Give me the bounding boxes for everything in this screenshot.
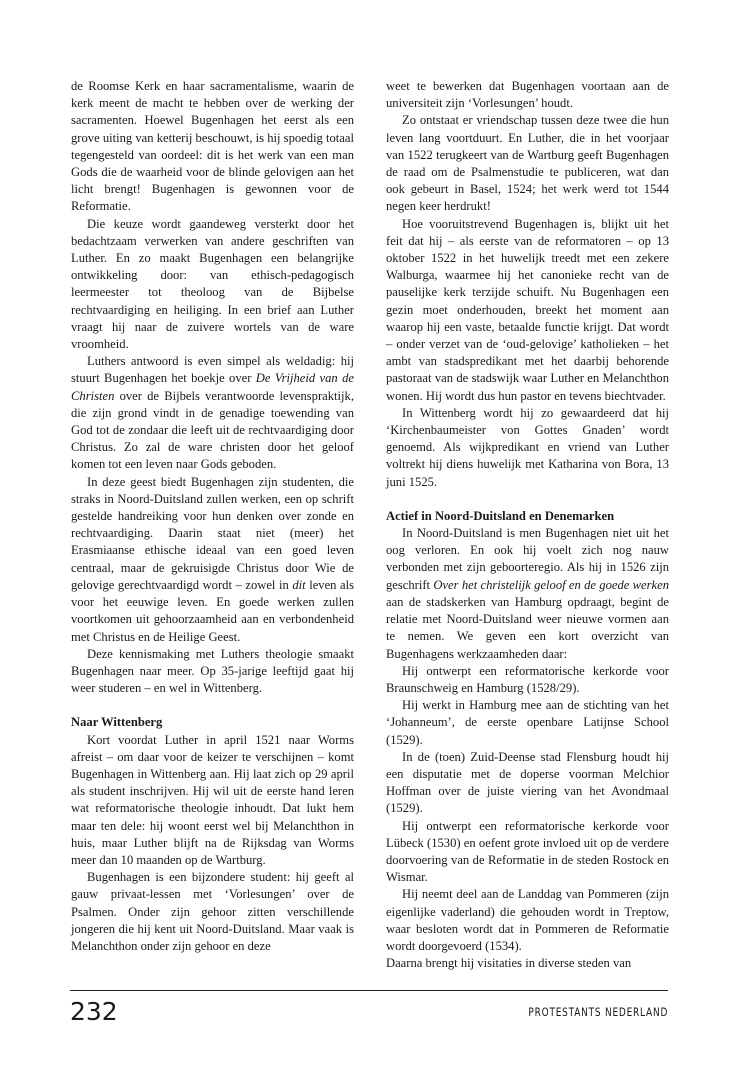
paragraph: Hij ontwerpt een reformatorische kerkorde voor Lübeck (1530) en oefent grote invloed uit op de verdere doorvoering van de Reformatie in de steden Rostock en Wismar. [386,818,669,885]
paragraph: Kort voordat Luther in april 1521 naar Worms afreist – om daar voor de keizer te verschijnen – komt Bugenhagen in Wittenberg aan. Hij laat zich op 29 april als student inschrijven. Hij wil uit de eerste hand leren wat reformatorische theologie inhoudt. Dat lukt hem maar ten dele: hij woont eerst wel bij Melanchthon in huis, maar Luther blijft na de Rijksdag van Worms meer dan 10 maanden op de Wartburg. [71,732,354,867]
publication-name: PROTESTANTS NEDERLAND [528,1005,668,1019]
paragraph: Hij neemt deel aan de Landdag van Pommeren (zijn eigenlijke vaderland) die gehouden wordt in Treptow, waar besloten wordt dat in Pommeren de Reformatie wordt doorgevoerd (1534). [386,887,669,953]
paragraph: Daarna brengt hij visitaties in diverse steden van [386,956,632,971]
paragraph: In deze geest biedt Bugenhagen zijn studenten, die straks in Noord-Duitsland zullen werken, een op schrift gestelde handreiking voor hun denken over zonde en rechtvaardiging. Daarin staat niet (meer) het Erasmiaanse ethische ideaal van een goed leven centraal, maar de gekruisigde Christus door Wie de gelovige gerechtvaardigd wordt – zowel in dit leven als voor het eeuwige leven. En goede werken zullen voortkomen uit gehoorzaamheid aan en verbondenheid met Christus en de Heilige Geest. [71,474,355,644]
book-title: Over het christelijk geloof en de goede werken [433,577,669,592]
paragraph: Luthers antwoord is even simpel als weldadig: hij stuurt Bugenhagen het boekje over De Vrijheid van de Christen over de Bijbels verantwoorde levenspraktijk, die zijn grond vindt in de genadige toewending van God tot de zondaar die leeft uit de rechtvaardiging door Christus. Zo zal de ware christen door het geloof komen tot een leven naar Gods geboden. [71,354,354,472]
paragraph: Die keuze wordt gaandeweg versterkt door het bedachtzaam verwerken van andere geschriften van Luther. En zo maakt Bugenhagen een belangrijke ontwikkeling door: van ethisch-pedagogisch leermeester tot theoloog van de Bijbelse rechtvaardiging en heiliging. In een brief aan Luther vraagt hij naar de zuivere wortels van de ware vroomheid. [71,216,354,352]
section-heading: Naar Wittenberg [71,715,163,730]
paragraph: Hij ontwerpt een reformatorische kerkorde voor Braunschweig en Hamburg (1528/29). [386,663,669,695]
paragraph: weet te bewerken dat Bugenhagen voortaan aan de universiteit zijn ‘Vorlesungen’ houdt. [386,79,669,111]
paragraph: Zo ontstaat er vriendschap tussen deze twee die hun leven lang voortduurt. En Luther, die in het voorjaar van 1522 terugkeert van de Wartburg geeft Bugenhagen de raad om de Psalmenstudie te publiceren, wat dan ook gebeurt in Basel, 1524; het werk werd tot 1544 negen keer herdrukt! [386,113,669,214]
left-column [71,78,354,955]
paragraph: Hoe vooruitstrevend Bugenhagen is, blijkt uit het feit dat hij – als eerste van de reformatoren – op 13 oktober 1522 in het huwelijk treedt met een zekere Walburga, waarmee hij het canonieke recht van de pauselijke kerk terzijde schuift. Nu Bugenhagen een gezin moet onderhouden, breekt het moment aan waarop hij een vaste, betaalde functie krijgt. Dat wordt – onder verzet van de ‘oud-gelovige’ katholieken – het ambt van stadspredikant met het daarbij behorende pastoraat van de stadswijk waar Luther en Melanchthon wonen. Hij wordt dus hun pastor en tevens biechtvader. [386,216,669,403]
paragraph: In Noord-Duitsland is men Bugenhagen niet uit het oog verloren. En ook hij voelt zich nog nauw verbonden met zijn geboorteregio. Als hij in 1526 zijn geschrift Over het christelijk geloof en de goede werken aan de stadskerken van Hamburg opdraagt, begint de relatie met Noord-Duitsland weer nieuwe vormen aan te nemen. We geven een kort overzicht van Bugenhagens werkzaamheden daar: [386,526,669,661]
right-column [386,78,669,972]
paragraph: de Roomse Kerk en haar sacramentalisme, waarin de kerk meent de macht te hebben over de werking der sacramenten. Hoewel Bugenhagen het eerst als een grove uiting van ketterij beschouwt, is hij spoedig totaal tegengesteld van oordeel: dit is het werk van een man Gods die de waarheid voor de blinde gelovigen aan het licht brengt! Bugenhagen is gewonnen voor de Reformatie. [71,79,354,214]
paragraph: Bugenhagen is een bijzondere student: hij geeft al gauw privaat-lessen met ‘Vorlesungen’ over de Psalmen. Onder zijn gehoor zitten verschillende jongeren die hij kent uit Noord-Duitsland. Maar vaak is Melanchthon onder zijn gehoor en deze [71,870,354,953]
page-number: 232 [70,997,118,1026]
book-title: De Vrijheid van de Christen [71,371,354,403]
paragraph: Hij werkt in Hamburg mee aan de stichting van het ‘Johanneum’, de eerste openbare Latijnse School (1529). [386,698,669,747]
paragraph: Deze kennismaking met Luthers theologie smaakt Bugenhagen naar meer. Op 35-jarige leeftijd gaat hij weer studeren – en wel in Wittenberg. [71,646,354,696]
section-heading: Actief in Noord-Duitsland en Denemarken [386,508,615,523]
emphasis: dit [292,577,306,592]
paragraph: In Wittenberg wordt hij zo gewaardeerd dat hij ‘Kirchenbaumeister von Gottes Gnaden’ wordt genoemd. Als wijkpredikant en vriend van Luther voltrekt hij diens huwelijk met Katharina von Bora, 13 juni 1525. [386,405,669,489]
footer-divider [70,990,668,991]
paragraph: In de (toen) Zuid-Deense stad Flensburg houdt hij een disputatie met de doperse voorman Melchior Hoffman over de juiste viering van het Avondmaal (1529). [386,749,669,816]
